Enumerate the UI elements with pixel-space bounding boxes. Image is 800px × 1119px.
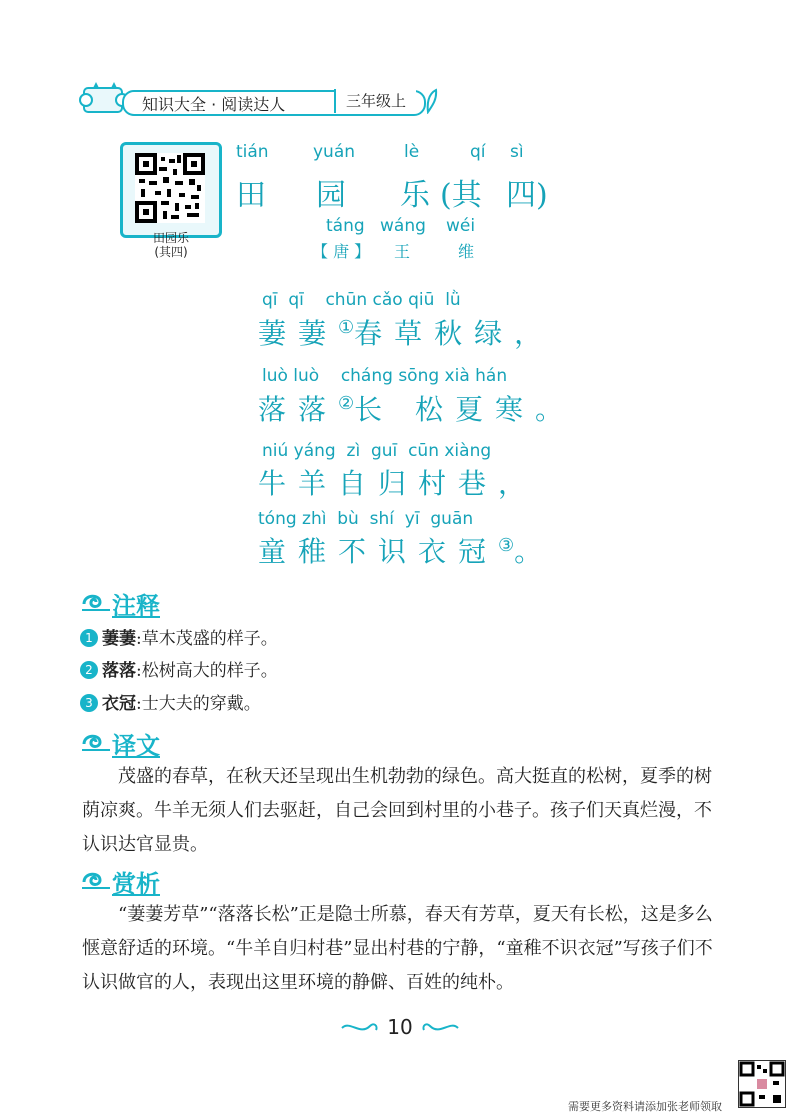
qr-caption-line: (其四): [154, 245, 188, 259]
poem-line: [258, 462, 538, 502]
qr-caption: [136, 231, 206, 259]
poem-line: [258, 388, 575, 428]
qr-caption-line: 田园乐: [152, 231, 189, 245]
footer-qr-code[interactable]: [738, 1060, 786, 1108]
footer-note: 需要更多资料请添加张老师领取: [568, 1100, 722, 1113]
feather-icon: [424, 88, 440, 114]
section-label: 赏析: [112, 870, 160, 898]
author-pinyin: táng: [326, 216, 365, 236]
poem-line-text: 童稚不识衣冠: [258, 535, 499, 568]
poem-line: [258, 312, 554, 352]
author-name: 维: [458, 242, 475, 261]
poem-line-text: 落落: [258, 393, 339, 426]
analysis-text: “萋萋芳草”“落落长松”正是隐士所慕，春天有芳草，夏天有长松，这是多么惬意舒适的环境。“牛羊自归村巷”显出村巷的宁静，“童稚不识衣冠”写孩子们不认识做官的人，表现出这里环境的静僻、百姓的纯朴。: [82, 904, 713, 993]
poem-line-pinyin: luò luò cháng sōng xià hán: [262, 366, 508, 386]
poem-line-text: 长 松夏寒。: [354, 393, 576, 426]
note-number: 2: [80, 661, 98, 679]
poem-line-text: 。: [514, 535, 555, 568]
annotation-mark: ①: [338, 317, 355, 338]
note-number: 1: [80, 629, 98, 647]
ornament-right-icon: [420, 1018, 460, 1038]
note-item: [80, 624, 278, 649]
title-char: (其: [440, 178, 482, 213]
swirl-icon: [80, 590, 114, 614]
title-char: 田: [236, 178, 266, 213]
page-number: 10: [387, 1015, 413, 1039]
title-char: 四): [506, 178, 548, 213]
note-item: [80, 689, 261, 714]
title-pinyin: tián: [236, 142, 269, 162]
note-item: [80, 656, 278, 681]
author-dynasty: 【 唐 】: [312, 242, 371, 261]
swirl-icon: [80, 730, 114, 754]
annotation-mark: ②: [338, 393, 355, 414]
title-pinyin: lè: [404, 142, 420, 162]
note-term: 衣冠: [102, 694, 136, 714]
title-char: 乐: [400, 178, 430, 213]
note-number: 3: [80, 694, 98, 712]
poem-line-text: 春草秋绿，: [354, 317, 555, 350]
qr-code-icon: [739, 1061, 785, 1107]
translation-text: 茂盛的春草，在秋天还呈现出生机勃勃的绿色。高大挺直的松树，夏季的树荫凉爽。牛羊无须人们去驱赶，自己会回到村里的小巷子。孩子们天真烂漫，不认识达官显贵。: [82, 766, 712, 855]
header-title: 知识大全 · 阅读达人: [142, 95, 286, 114]
header-banner: [78, 78, 438, 124]
header-grade: 三年级上: [334, 89, 416, 113]
poem-line-pinyin: qī qī chūn cǎo qiū lǜ: [262, 290, 461, 310]
note-text: :士大夫的穿戴。: [136, 694, 261, 714]
poem-line-text: 牛羊自归村巷，: [258, 467, 539, 500]
author-pinyin: wáng: [380, 216, 426, 236]
note-term: 落落: [102, 661, 136, 681]
title-pinyin: yuán: [313, 142, 356, 162]
section-label: 注释: [112, 592, 160, 620]
title-pinyin: sì: [510, 142, 524, 162]
poem-line-pinyin: niú yáng zì guī cūn xiàng: [262, 441, 492, 461]
poem-line: [258, 530, 554, 570]
note-term: 萋萋: [102, 629, 136, 649]
poem-line-text: 萋萋: [258, 317, 339, 350]
poem-line-pinyin: tóng zhì bù shí yī guān: [258, 509, 474, 529]
title-char: 园: [316, 178, 346, 213]
author-pinyin: wéi: [446, 216, 476, 236]
note-text: :草木茂盛的样子。: [136, 629, 278, 649]
annotation-mark: ③: [498, 535, 515, 556]
swirl-icon: [80, 868, 114, 892]
section-label: 译文: [112, 732, 160, 760]
qr-code[interactable]: [135, 153, 205, 223]
qr-code-frame: [120, 142, 222, 238]
title-pinyin: qí: [470, 142, 486, 162]
author-name: 王: [394, 242, 411, 261]
note-text: :松树高大的样子。: [136, 661, 278, 681]
